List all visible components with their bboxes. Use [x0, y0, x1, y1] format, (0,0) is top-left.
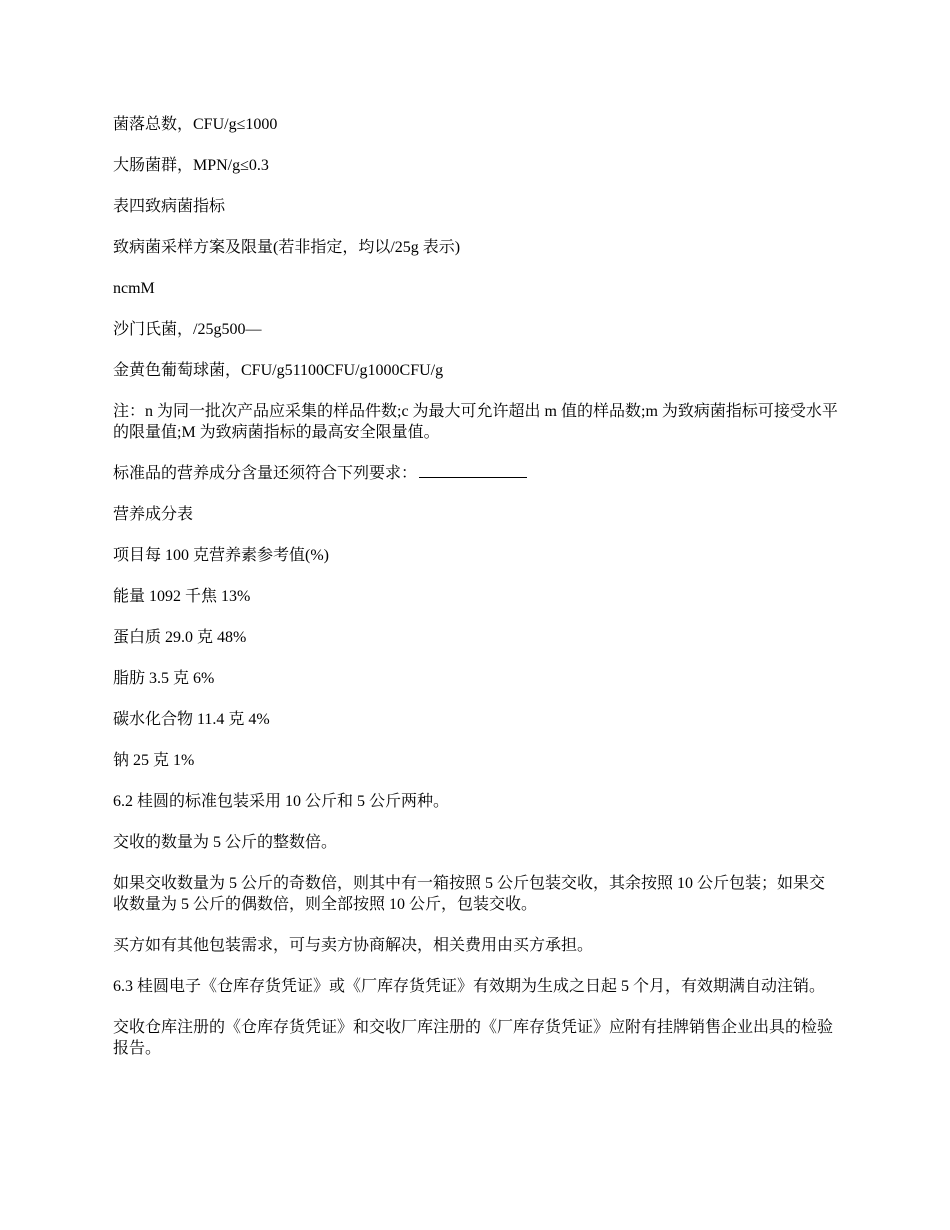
pathogen-table-header: ncmM — [113, 280, 155, 297]
inspection-report-requirement: 交收仓库注册的《仓库存货凭证》和交收厂库注册的《厂库存货凭证》应附有挂牌销售企业出具的检验报告。 — [113, 1019, 834, 1057]
delivery-quantity: 交收的数量为 5 公斤的整数倍。 — [113, 834, 338, 851]
section-6-2-packaging: 6.2 桂圆的标准包装采用 10 公斤和 5 公斤两种。 — [113, 793, 450, 810]
document-page — [113, 114, 840, 1079]
nutrition-table-title: 营养成分表 — [113, 506, 194, 523]
nutrition-row-fat: 脂肪 3.5 克 6% — [113, 670, 215, 687]
nutrition-requirement-text: 标准品的营养成分含量还须符合下列要求： — [113, 465, 418, 482]
pathogen-note: 注：n 为同一批次产品应采集的样品件数;c 为最大可允许超出 m 值的样品数;m 为致病菌指标可接受水平的限量值;M 为致病菌指标的最高安全限量值。 — [113, 403, 838, 441]
salmonella-row: 沙门氏菌，/25g500— — [113, 321, 262, 338]
paragraph-coliform: 大肠菌群，MPN/g≤0.3 — [113, 157, 269, 174]
nutrition-table-header: 项目每 100 克营养素参考值(%) — [113, 547, 329, 564]
nutrition-row-energy: 能量 1092 千焦 13% — [113, 588, 251, 605]
pathogen-sampling-plan: 致病菌采样方案及限量(若非指定，均以/25g 表示) — [113, 239, 461, 256]
delivery-packaging-rule: 如果交收数量为 5 公斤的奇数倍，则其中有一箱按照 5 公斤包装交收，其余按照 10 公斤包装；如果交收数量为 5 公斤的偶数倍，则全部按照 10 公斤，包装交收。 — [113, 875, 826, 913]
buyer-packaging-request: 买方如有其他包装需求，可与卖方协商解决，相关费用由买方承担。 — [113, 937, 594, 954]
nutrition-row-protein: 蛋白质 29.0 克 48% — [113, 629, 247, 646]
paragraph-total-colony: 菌落总数，CFU/g≤1000 — [113, 116, 278, 133]
staphylococcus-row: 金黄色葡萄球菌，CFU/g51100CFU/g1000CFU/g — [113, 362, 444, 379]
nutrition-requirement — [113, 463, 840, 484]
nutrition-row-carbohydrate: 碳水化合物 11.4 克 4% — [113, 711, 270, 728]
table-four-title: 表四致病菌指标 — [113, 198, 226, 215]
section-6-3-validity: 6.3 桂圆电子《仓库存货凭证》或《厂库存货凭证》有效期为生成之日起 5 个月，有效期满自动注销。 — [113, 978, 826, 995]
blank-underline — [419, 463, 527, 478]
nutrition-row-sodium: 钠 25 克 1% — [113, 752, 195, 769]
